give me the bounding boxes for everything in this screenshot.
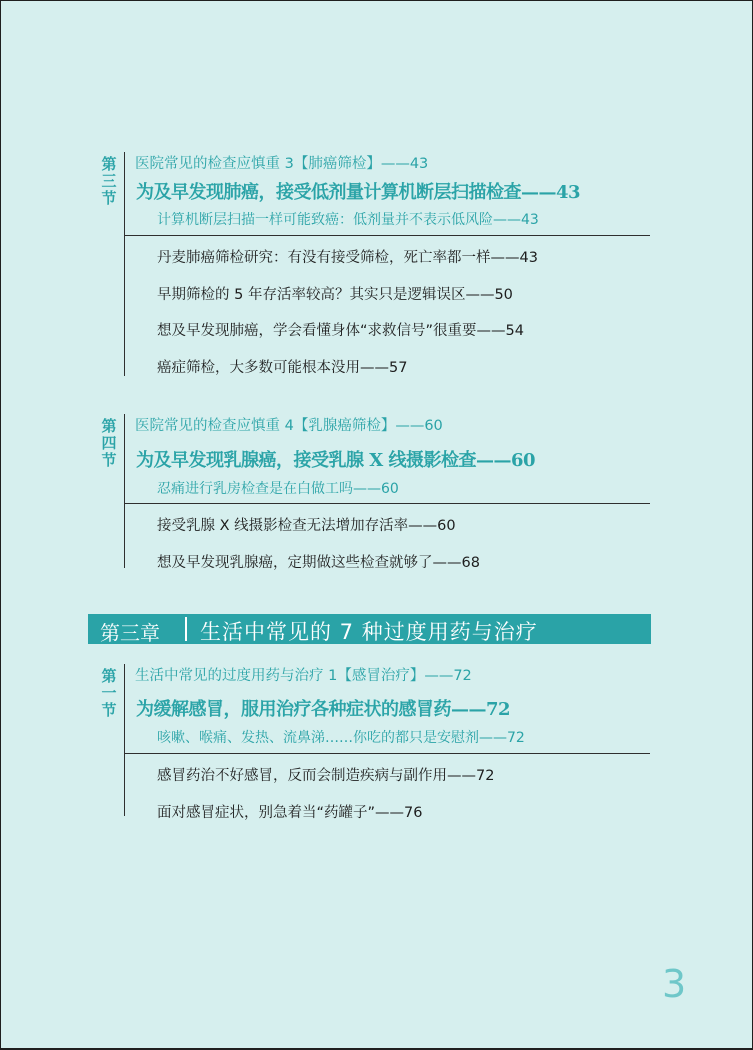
chapter-header — [88, 614, 651, 644]
section-title: 为及早发现肺癌，接受低剂量计算机断层扫描检查——43 — [136, 182, 581, 203]
section-rule — [124, 152, 125, 376]
list-item: 早期筛检的 5 年存活率较高？其实只是逻辑误区——50 — [157, 287, 513, 303]
list-item: 想及早发现乳腺癌，定期做这些检查就够了——68 — [157, 555, 480, 571]
section-note: 计算机断层扫描一样可能致癌：低剂量并不表示低风险——43 — [157, 212, 539, 228]
list-item: 接受乳腺 X 线摄影检查无法增加存活率——60 — [157, 518, 456, 534]
divider — [124, 753, 650, 754]
section-subtitle: 生活中常见的过度用药与治疗 1【感冒治疗】——72 — [135, 668, 472, 684]
chapter-separator — [185, 617, 187, 641]
section-lung-cancer — [100, 152, 660, 378]
section-rule — [124, 414, 125, 568]
section-note: 忍痛进行乳房检查是在白做工吗——60 — [157, 481, 399, 497]
section-label: 第三节 — [101, 155, 117, 207]
section-breast-cancer — [100, 414, 660, 570]
section-label: 第一节 — [101, 667, 117, 719]
list-item: 癌症筛检，大多数可能根本没用——57 — [157, 360, 408, 376]
section-label: 第四节 — [101, 417, 117, 469]
divider — [124, 235, 650, 236]
section-note: 咳嗽、喉痛、发热、流鼻涕……你吃的都只是安慰剂——72 — [157, 730, 525, 746]
list-item: 想及早发现肺癌，学会看懂身体“求救信号”很重要——54 — [157, 323, 524, 339]
page-number: 3 — [662, 962, 687, 1006]
section-title: 为及早发现乳腺癌，接受乳腺 X 线摄影检查——60 — [136, 450, 536, 471]
list-item: 面对感冒症状，别急着当“药罐子”——76 — [157, 805, 423, 821]
divider — [124, 503, 650, 504]
section-subtitle: 医院常见的检查应慎重 3【肺癌筛检】——43 — [135, 156, 429, 172]
section-subtitle: 医院常见的检查应慎重 4【乳腺癌筛检】——60 — [135, 418, 443, 434]
chapter-number: 第三章 — [100, 621, 160, 645]
section-title: 为缓解感冒，服用治疗各种症状的感冒药——72 — [136, 699, 511, 720]
section-cold-treatment — [100, 664, 660, 821]
chapter-title: 生活中常见的 7 种过度用药与治疗 — [200, 620, 538, 644]
section-rule — [124, 664, 125, 816]
list-item: 感冒药治不好感冒，反而会制造疾病与副作用——72 — [157, 768, 495, 784]
list-item: 丹麦肺癌筛检研究：有没有接受筛检，死亡率都一样——43 — [157, 250, 538, 266]
